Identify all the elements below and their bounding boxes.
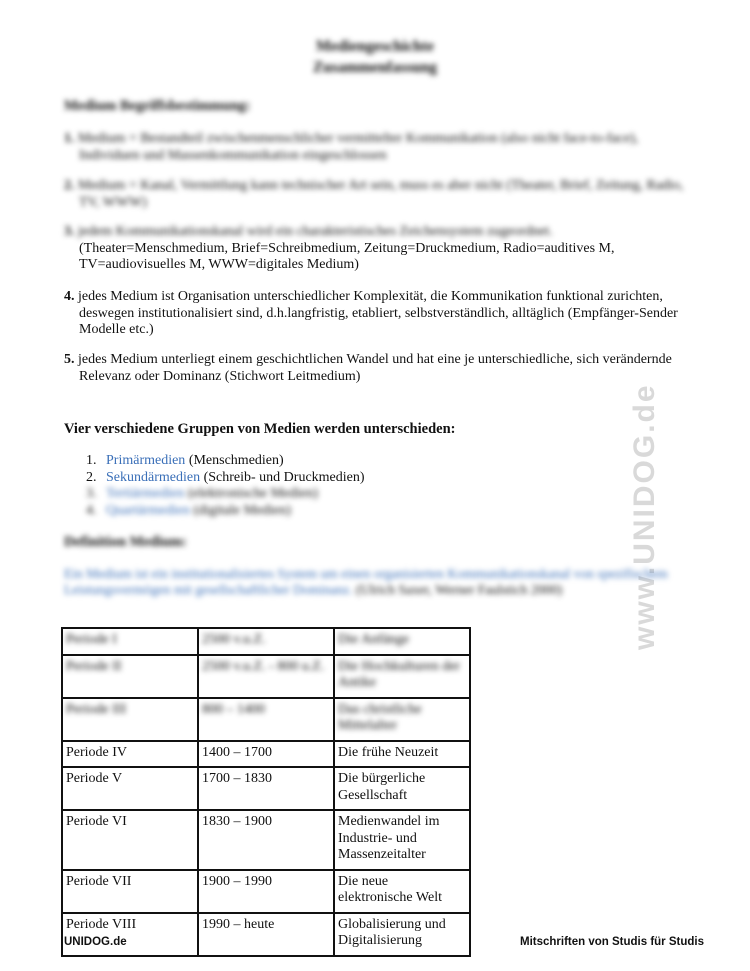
years-cell: 1990 – heute xyxy=(198,913,334,956)
period-cell: Periode I xyxy=(62,628,198,655)
item-text-cont: (Theater=Menschmedium, Brief=Schreibmedium, Zeitung=Druckmedium, Radio=auditives M, xyxy=(79,240,615,256)
item-text: jedes Medium unterliegt einem geschichtlichen Wandel und hat eine je unterschiedliche, sich verändernde xyxy=(78,352,672,367)
section-heading-gruppen: Vier verschiedene Gruppen von Medien werden unterschieden: xyxy=(64,421,456,437)
link-sekundaermedien[interactable]: Sekundärmedien xyxy=(106,469,201,485)
footer-site-name: UNIDOG.de xyxy=(64,936,127,948)
item-number: 4. xyxy=(64,289,75,304)
section-heading-definition: Definition Medium: xyxy=(64,534,187,550)
period-cell: Periode V xyxy=(62,767,198,810)
item-number: 3. xyxy=(86,486,97,501)
definition-link-line-1[interactable]: Ein Medium ist ein institutionalisiertes System um einen organisierten Kommunikationskanal von spezifischem xyxy=(64,566,668,581)
definition-line-2 xyxy=(64,582,704,598)
epoch-cell: Medienwandel im Industrie- und Massenzeitalter xyxy=(334,810,470,870)
link-tertiaermedien[interactable]: Tertiärmedien xyxy=(106,486,185,501)
item-text-cont: Modelle etc.) xyxy=(79,322,154,337)
period-cell: Periode IV xyxy=(62,741,198,768)
item-text: (Menschmedien) xyxy=(185,453,284,468)
link-primaermedien[interactable]: Primärmedien xyxy=(106,453,186,468)
item-text-cont: Relevanz oder Dominanz (Stichwort Leitmedium) xyxy=(79,368,361,384)
years-cell: 1700 – 1830 xyxy=(198,767,334,810)
epoch-cell: Das christliche Mittelalter xyxy=(334,698,470,741)
list-item-3 xyxy=(64,224,704,274)
definition-text xyxy=(64,566,704,598)
item-number: 2. xyxy=(86,469,97,485)
item-text: (elektronische Medien) xyxy=(184,486,319,501)
definition-source: (Ulrich Saxer, Werner Faulstich 2000) xyxy=(352,582,563,597)
period-cell: Periode III xyxy=(62,698,198,741)
table-row xyxy=(62,810,470,870)
table-row xyxy=(62,913,470,956)
item-text: Medium = Kanal, Vermittlung kann technischer Art sein, muss es aber nicht (Theater, Brief, Zeitung, Radio, xyxy=(78,178,684,193)
list-item xyxy=(86,503,365,520)
title-line-2: Zusammenfassung xyxy=(312,59,438,76)
item-text-cont: TV, WWW) xyxy=(79,194,147,210)
years-cell: 800 – 1400 xyxy=(198,698,334,741)
periods-table xyxy=(61,627,471,957)
table-row xyxy=(62,767,470,810)
footer-tagline: Mitschriften von Studis für Studis xyxy=(519,936,704,948)
table-row xyxy=(62,655,470,698)
item-text: (Schreib- und Druckmedien) xyxy=(200,469,365,485)
list-item-4 xyxy=(64,289,704,339)
table-row xyxy=(62,741,470,768)
epoch-cell: Die neue elektronische Welt xyxy=(334,870,470,913)
item-number: 4. xyxy=(86,502,97,518)
list-item-1 xyxy=(64,131,704,164)
table-row xyxy=(62,870,470,913)
link-quartaermedien[interactable]: Quartärmedien xyxy=(106,502,190,518)
item-number: 5. xyxy=(64,352,75,367)
epoch-cell: Die Anfänge xyxy=(334,628,470,655)
epoch-cell: Globalisierung und Digitalisierung xyxy=(334,913,470,956)
item-text: Medium = Bestandteil zwischenmenschlicher vermittelter Kommunikation (also nicht face-to-face), xyxy=(78,131,639,146)
years-cell: 2500 v.u.Z. xyxy=(198,628,334,655)
period-cell: Periode VIII xyxy=(62,913,198,956)
title-line-1: Mediengeschichte xyxy=(316,38,434,55)
epoch-cell: Die Hochkulturen der Antike xyxy=(334,655,470,698)
years-cell: 1400 – 1700 xyxy=(198,741,334,768)
item-text: (digitale Medien) xyxy=(189,502,292,518)
page-title xyxy=(0,36,750,78)
item-text: jedes Medium ist Organisation unterschiedlicher Komplexität, die Kommunikation funktional zurichten, xyxy=(78,289,663,304)
item-text-cont: Individuen und Massenkommunikation eingeschlossen xyxy=(79,147,387,163)
item-number: 1. xyxy=(64,131,75,146)
item-first-line xyxy=(64,224,704,241)
epoch-cell: Die frühe Neuzeit xyxy=(334,741,470,768)
table-row xyxy=(62,628,470,655)
list-item xyxy=(86,470,365,487)
section-heading-begriff: Medium Begriffsbestimmung: xyxy=(64,98,251,114)
item-text-cont: deswegen institutionalisiert sind, d.h.langfristig, etabliert, selbstverständlich, alltäglich (Empfänger-Sender xyxy=(79,305,678,321)
list-item xyxy=(86,453,365,470)
item-number: 2. xyxy=(64,178,75,193)
list-item-5 xyxy=(64,352,704,385)
years-cell: 1900 – 1990 xyxy=(198,870,334,913)
years-cell: 1830 – 1900 xyxy=(198,810,334,870)
period-cell: Periode II xyxy=(62,655,198,698)
item-text-cont: TV=audiovisuelles M, WWW=digitales Medium) xyxy=(79,257,359,272)
epoch-cell: Die bürgerliche Gesellschaft xyxy=(334,767,470,810)
groups-list xyxy=(86,453,365,519)
list-item-2 xyxy=(64,178,704,211)
period-cell: Periode VI xyxy=(62,810,198,870)
period-cell: Periode VII xyxy=(62,870,198,913)
table-row xyxy=(62,698,470,741)
item-text: jedem Kommunikationskanal wird ein charakteristisches Zeichensystem zugeordnet. xyxy=(78,224,553,239)
definition-link-line-2[interactable]: Leistungsvermögen mit gesellschaftlicher Dominanz. xyxy=(64,582,353,597)
item-number: 3. xyxy=(64,224,75,239)
item-number: 1. xyxy=(86,453,97,468)
list-item xyxy=(86,486,365,503)
watermark: www.UNIDOG.de xyxy=(628,383,661,650)
years-cell: 2500 v.u.Z. - 800 u.Z. xyxy=(198,655,334,698)
